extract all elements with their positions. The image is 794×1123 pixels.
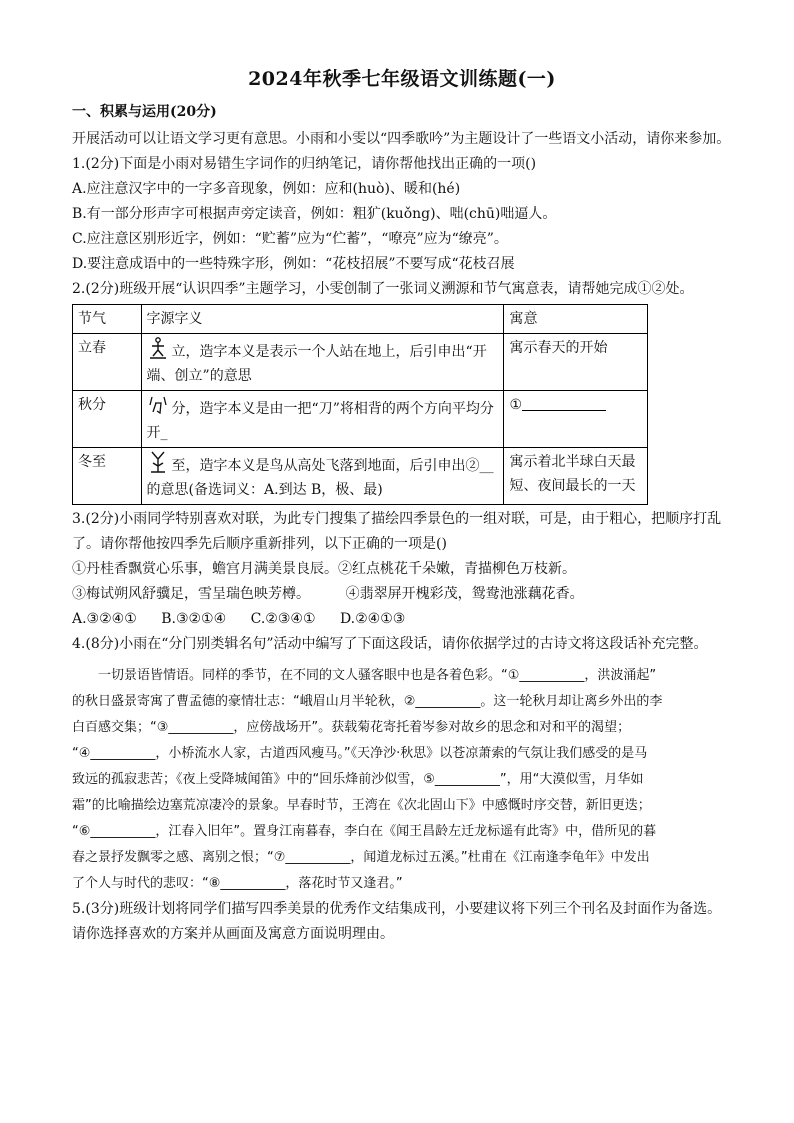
q4-stem: 4.(8分)小雨在“分门别类辑名句”活动中编写了下面这段话，请你依据学过的古诗文将这段话补充完整。 bbox=[72, 636, 708, 652]
ancient-fen-glyph-icon bbox=[147, 393, 169, 417]
passage-line: 春之景抒发飘零之感、离别之恨；“⑦__________，闻道龙标过五溪。”杜甫在《江南逢李龟年》中发出 bbox=[72, 850, 650, 865]
ancient-zhi-glyph-icon bbox=[147, 450, 169, 474]
ancient-li-glyph-icon bbox=[147, 336, 169, 360]
exam-page bbox=[72, 64, 732, 947]
q3-couplets-line1: ①丹桂香飘赏心乐事，蟾宫月满美景良辰。②红点桃花千朵嫩，青描柳色万枝新。 bbox=[72, 561, 576, 577]
passage-line: 一切景语皆情语。同样的季节，在不同的文人骚客眼中也是各着色彩。“①__________，洪波涌起” bbox=[98, 668, 657, 683]
passage-line: “⑥__________，江春入旧年”。置身江南暮春，李白在《闻王昌龄左迁龙标遥有此寄》中，借所见的暮 bbox=[72, 824, 657, 839]
row-meaning-lichun: 寓示春天的开始 bbox=[504, 334, 648, 391]
origin-text: 分，造字本义是由一把“刀”将相背的两个方向平均分开_ bbox=[146, 401, 494, 441]
q3-option-b[interactable]: B.③②①④ bbox=[161, 611, 227, 627]
passage-line: 致远的孤寂悲苦；《夜上受降城闻笛》中的“回乐烽前沙似雪，⑤__________”，用“大漠似雪，月华如 bbox=[72, 772, 644, 787]
row-meaning-dongzhi: 寓示着北半球白天最短、夜间最长的一天 bbox=[504, 448, 648, 505]
q2-stem: 2.(2分)班级开展“认识四季”主题学习，小雯创制了一张词义溯源和节气寓意表，请帮她完成①②处。 bbox=[72, 281, 694, 297]
q3-option-d[interactable]: D.②④①③ bbox=[339, 611, 406, 627]
row-origin-lichun bbox=[141, 334, 504, 391]
table-row bbox=[73, 448, 648, 505]
answer-blank-1[interactable] bbox=[522, 394, 606, 411]
q3-couplets-line2: ③梅试朔风舒骥足，雪呈瑞色映芳樽。 ④翡翠屏开槐彩茂，鸳鸯池涨藕花香。 bbox=[72, 586, 584, 602]
passage-line: 的秋日盛景寄寓了曹孟德的豪情壮志：“峨眉山月半轮秋，②__________。这一轮秋月却让离乡外出的李 bbox=[72, 694, 663, 709]
header-term: 节气 bbox=[73, 305, 142, 334]
q3-options bbox=[72, 607, 732, 632]
passage-line: 了个人与时代的悲叹：“⑧__________，落花时节又逢君。” bbox=[72, 876, 403, 891]
passage-line: “④__________，小桥流水人家，古道西风瘦马。”《天净沙·秋思》以苍凉萧索的气氛让我们感受的是马 bbox=[72, 746, 648, 761]
intro-paragraph: 开展活动可以让语文学习更有意思。小雨和小雯以“四季歌吟”为主题设计了一些语文小活动，请你来参加。 bbox=[72, 131, 731, 147]
solar-term-table bbox=[72, 304, 648, 505]
q3-option-a[interactable]: A.③②④① bbox=[72, 611, 137, 627]
q5-stem: 5.(3分)班级计划将同学们描写四季美景的优秀作文结集成刊，小要建议将下列三个刊名及封面作为备选。请你选择喜欢的方案并从画面及寓意方面说明理由。 bbox=[72, 901, 722, 942]
row-term-dongzhi: 冬至 bbox=[73, 448, 142, 505]
row-term-lichun: 立春 bbox=[73, 334, 142, 391]
answer-blank-1-label: ① bbox=[509, 397, 523, 413]
q1-option-d: D.要注意成语中的一些特殊字形，例如：“花枝招展”不要写成“花枝召展 bbox=[72, 256, 515, 272]
passage-line: 霜”的比喻描绘边塞荒凉凄冷的景象。早春时节，王湾在《次北固山下》中感慨时序交替，新旧更迭； bbox=[72, 798, 651, 813]
row-term-qiufen: 秋分 bbox=[73, 391, 142, 448]
q1-option-c: C.应注意区别形近字，例如：“贮蓄”应为“伫蓄”，“嘹亮”应为“缭亮”。 bbox=[72, 231, 508, 247]
q1-option-a: A.应注意汉字中的一字多音现象，例如：应和(huò)、暖和(hé) bbox=[72, 181, 461, 197]
table-row bbox=[73, 391, 648, 448]
header-meaning: 寓意 bbox=[504, 305, 648, 334]
row-origin-qiufen bbox=[141, 391, 504, 448]
origin-text: 至，造字本义是鸟从高处飞落到地面，后引申出②__的意思(备选词义：A.到达 B，极、最) bbox=[146, 458, 494, 498]
q3-stem: 3.(2分)小雨同学特别喜欢对联，为此专门搜集了描绘四季景色的一组对联，可是，由于粗心，把顺序打乱了。请你帮他按四季先后顺序重新排列，以下正确的一项是() bbox=[72, 511, 722, 552]
table-header-row bbox=[73, 305, 648, 334]
q1-stem: 1.(2分)下面是小雨对易错生字词作的归纳笔记，请你帮他找出正确的一项() bbox=[72, 156, 537, 172]
header-origin: 字源字义 bbox=[141, 305, 504, 334]
row-meaning-qiufen bbox=[504, 391, 648, 448]
table-row bbox=[73, 334, 648, 391]
page-title: 2024年秋季七年级语文训练题(一) bbox=[248, 68, 556, 90]
section-heading: 一、积累与运用(20分) bbox=[72, 104, 217, 120]
q1-option-b: B.有一部分形声字可根据声旁定读音，例如：粗犷(kuǒng)、咄(chū)咄逼人。 bbox=[72, 206, 557, 222]
q4-passage bbox=[72, 663, 732, 897]
row-origin-dongzhi bbox=[141, 448, 504, 505]
origin-text: 立，造字本义是表示一个人站在地上，后引申出“开端、创立”的意思 bbox=[146, 344, 487, 384]
q3-option-c[interactable]: C.②③④① bbox=[250, 611, 316, 627]
passage-line: 白百感交集；“③__________，应傍战场开”。获载菊花寄托着岑参对故乡的思念和对和平的渴望； bbox=[72, 720, 631, 735]
